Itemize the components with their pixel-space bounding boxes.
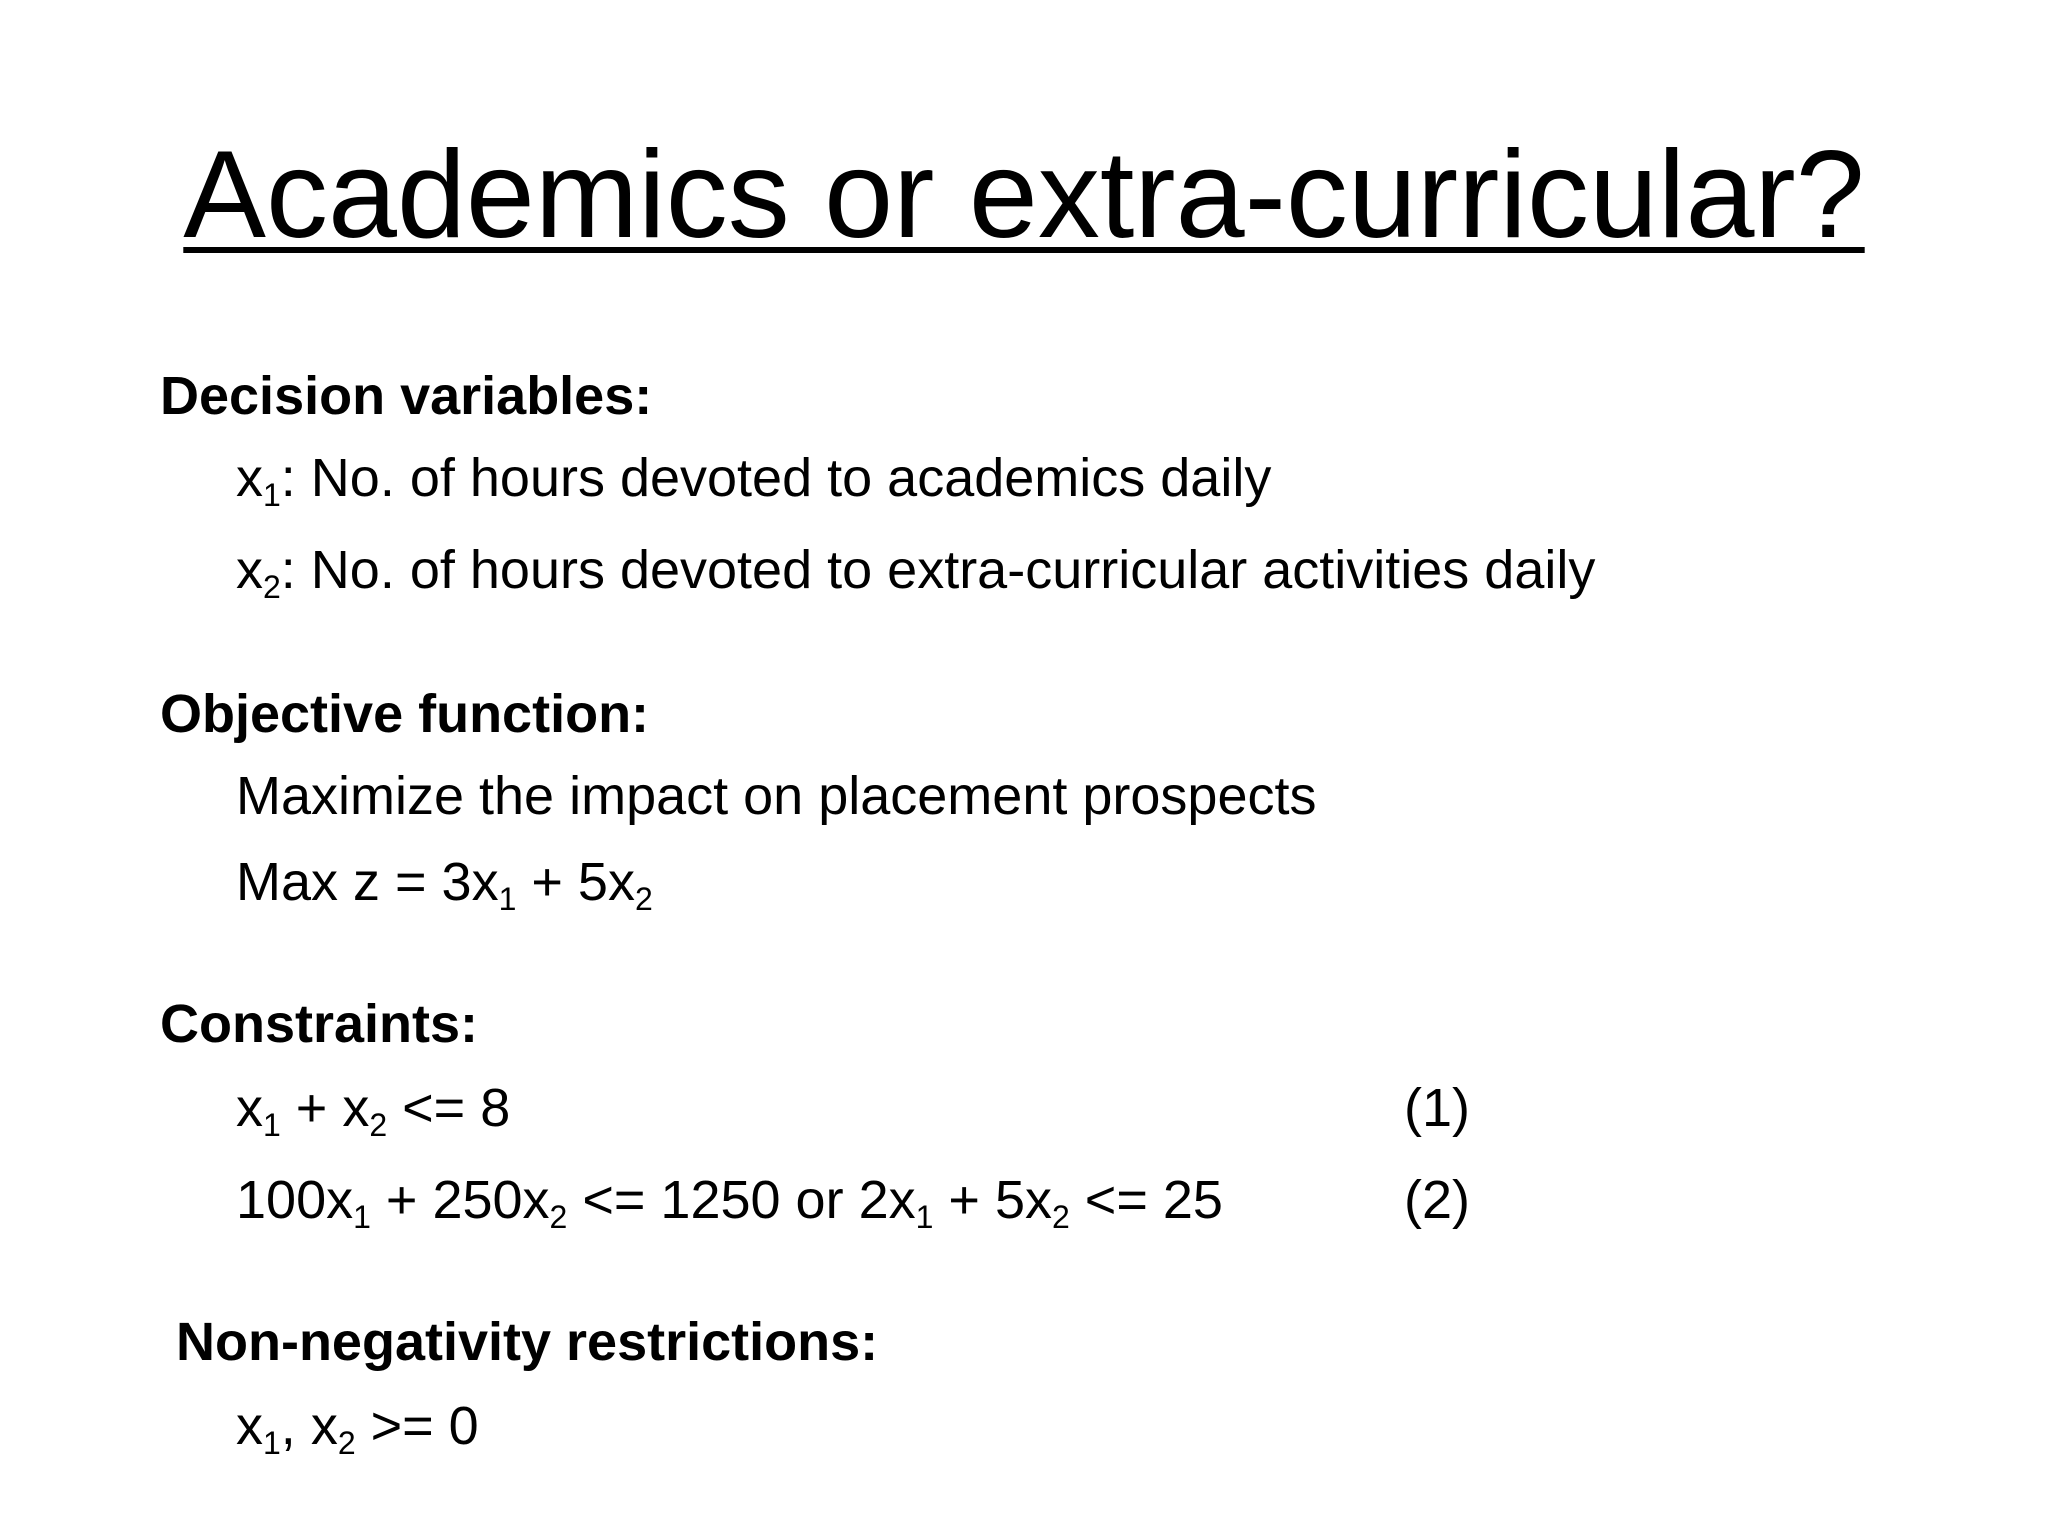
objective-function-heading: Objective function: <box>160 684 650 744</box>
constraint-2-tag: (2) <box>1404 1170 1470 1230</box>
subscript-2: 2 <box>263 569 281 605</box>
slide-title: Academics or extra-curricular? <box>183 126 1865 264</box>
decision-variable-x2 <box>236 538 1596 605</box>
objective-description: Maximize the impact on placement prospects <box>236 766 1317 826</box>
var-symbol: x <box>236 540 263 600</box>
constraints-heading: Constraints: <box>160 994 479 1054</box>
x2-definition: : No. of hours devoted to extra-curricular activities daily <box>280 540 1596 600</box>
x1-definition: : No. of hours devoted to academics daily <box>280 448 1272 508</box>
constraint-1-tag: (1) <box>1404 1078 1470 1138</box>
objective-formula: Max $z = 3x_1 + 5x_2$ <box>236 852 653 917</box>
constraint-2: $100x_1 + 250x_2 <= 1250$ or $2x_1 + 5x_2 <= 25$ <box>236 1170 1223 1235</box>
var-symbol: x <box>236 448 263 508</box>
decision-variable-x1 <box>236 446 1272 513</box>
decision-variables-heading: Decision variables: <box>160 366 653 426</box>
non-negativity-constraint: $x_1$, $x_2 >= 0$ <box>236 1396 479 1461</box>
subscript-1: 1 <box>263 477 281 513</box>
constraint-1: $x_1 + x_2 <= 8$ <box>236 1078 511 1143</box>
non-negativity-heading: Non-negativity restrictions: <box>176 1312 879 1372</box>
